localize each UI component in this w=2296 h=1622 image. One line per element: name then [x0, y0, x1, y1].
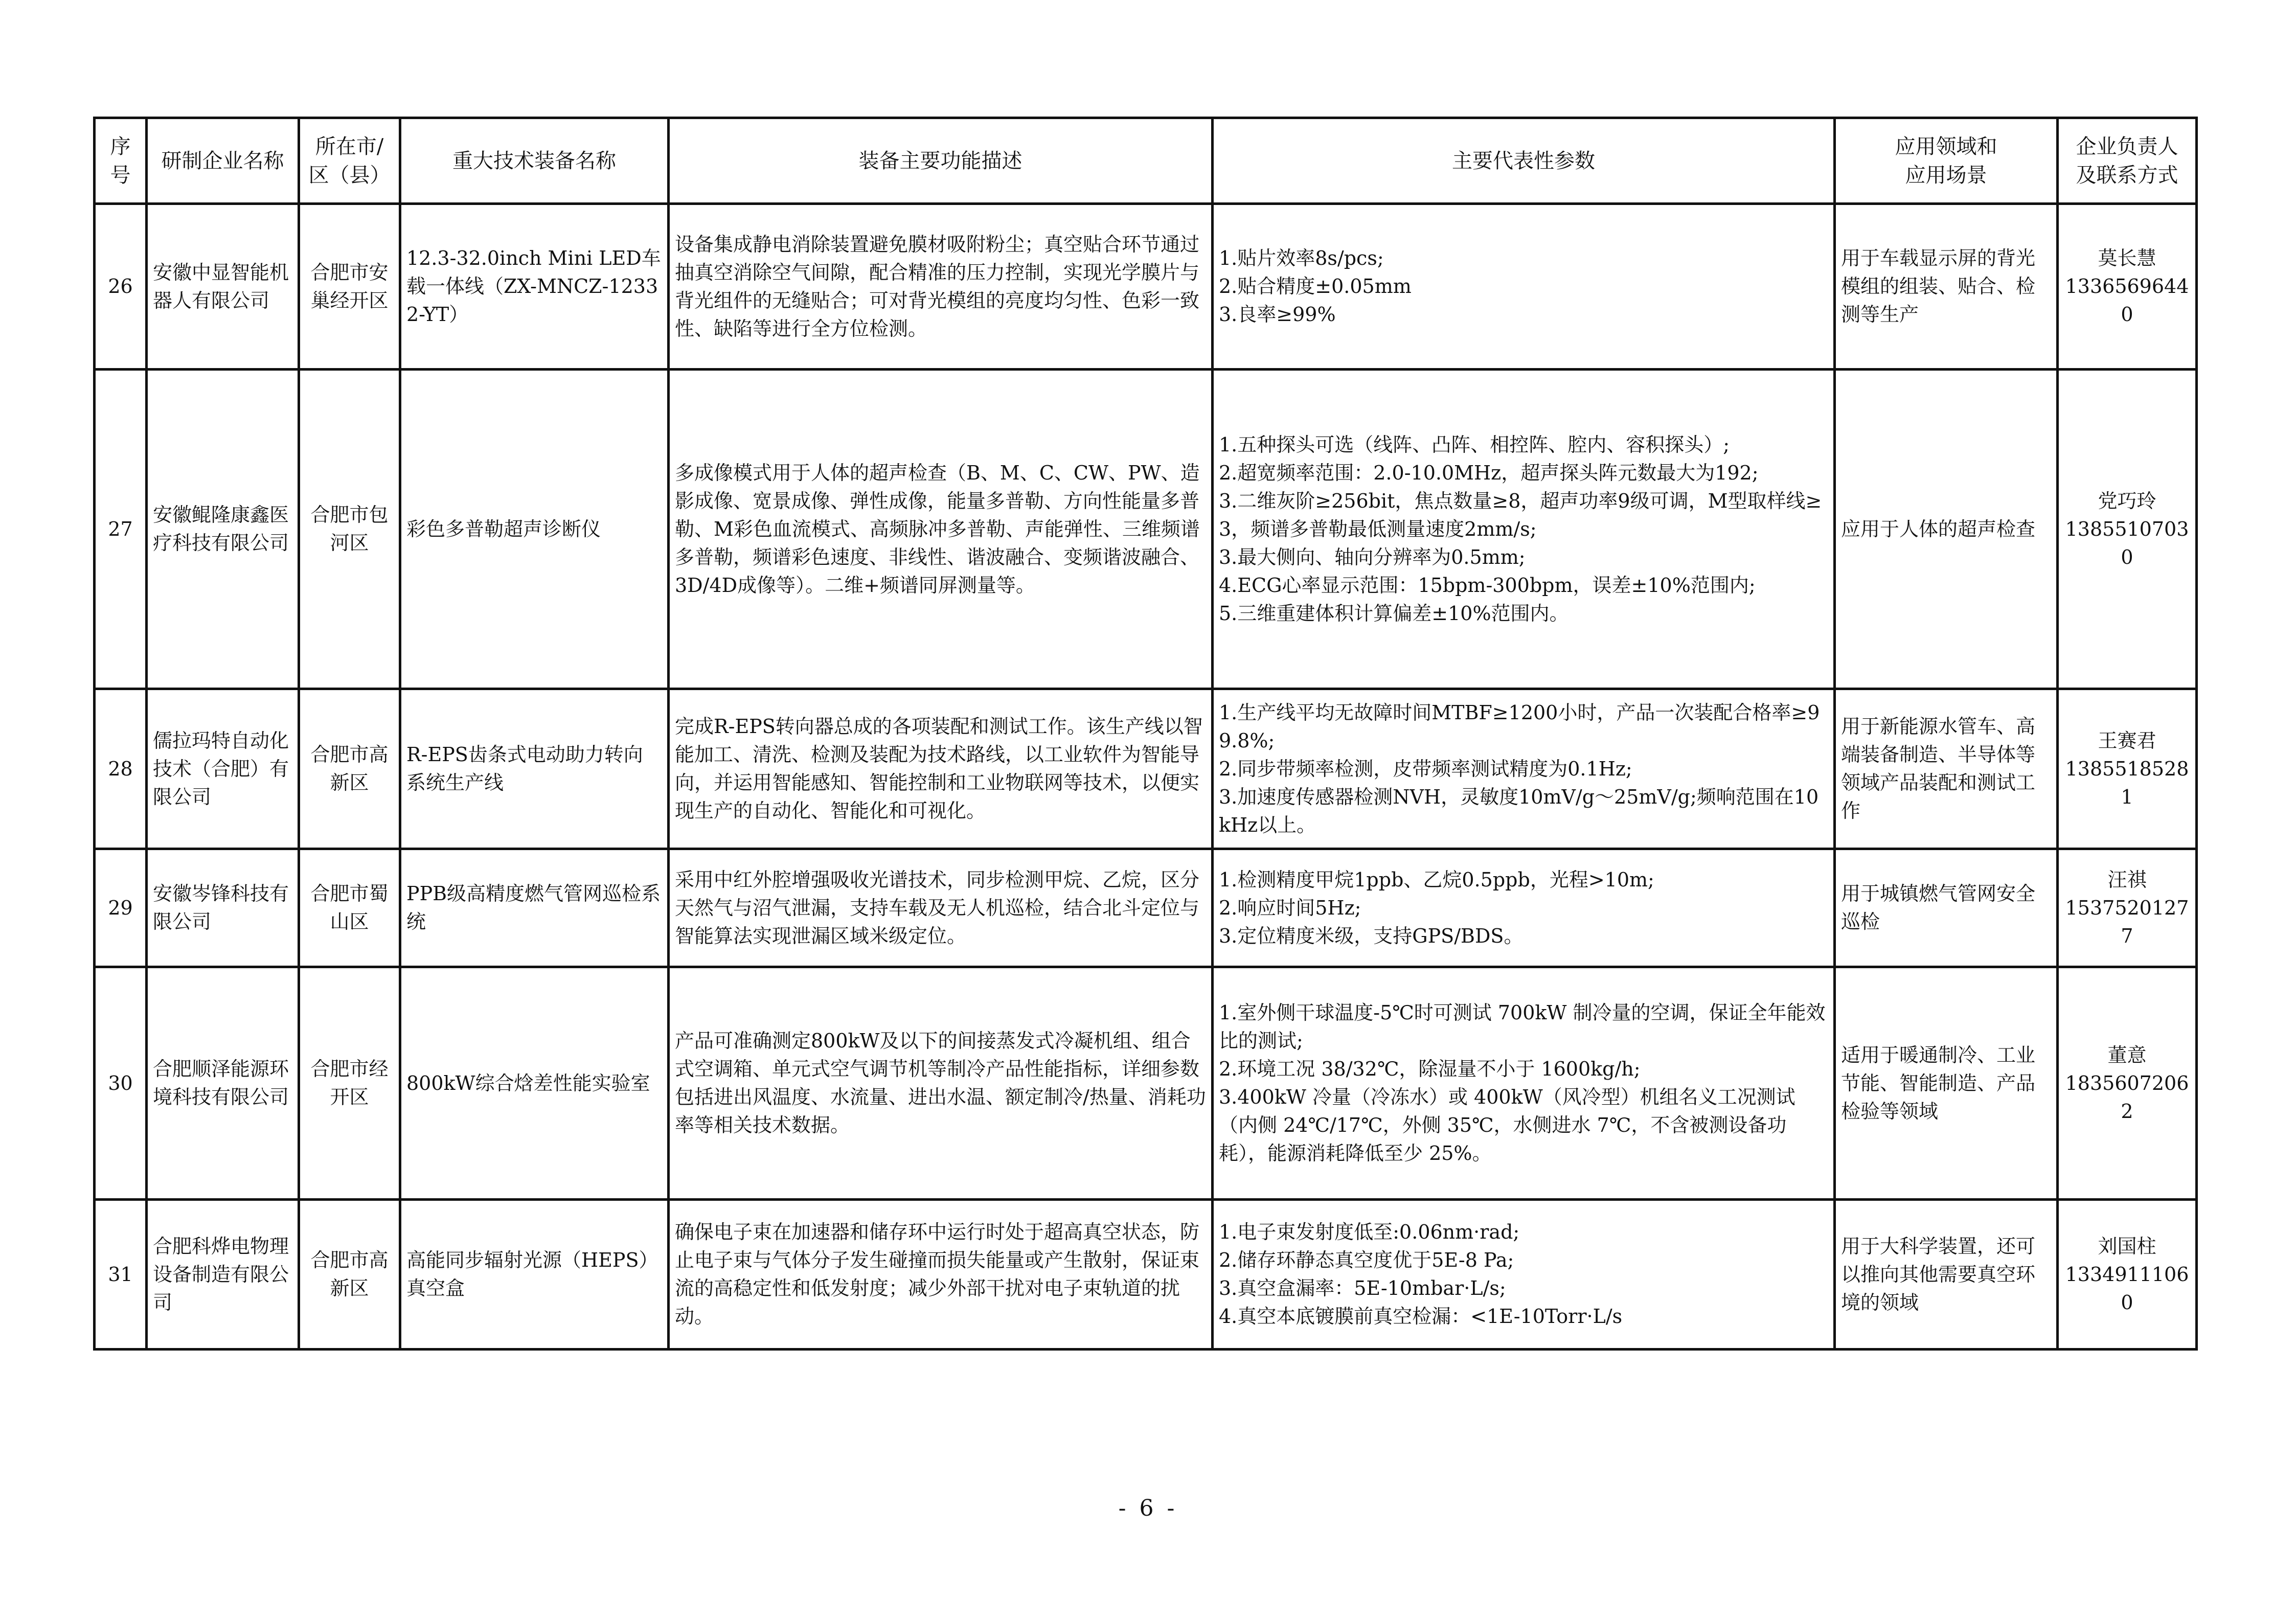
row-contact: 刘国柱 13349111060	[2058, 1200, 2197, 1350]
table-row	[95, 689, 2197, 849]
row-city: 合肥市安巢经开区	[299, 204, 400, 370]
row-equipment: 800kW综合焓差性能实验室	[400, 967, 669, 1200]
row-params: 1.贴片效率8s/pcs; 2.贴合精度±0.05mm 3.良率≥99%	[1213, 204, 1835, 370]
row-equipment: 12.3-32.0inch Mini LED车载一体线（ZX-MNCZ-12332-YT）	[400, 204, 669, 370]
page-number: - 6 -	[1118, 1495, 1178, 1521]
row-seq: 31	[95, 1200, 147, 1350]
row-contact: 董意 18356072062	[2058, 967, 2197, 1200]
header-seq: 序 号	[95, 118, 147, 204]
row-seq: 26	[95, 204, 147, 370]
header-company: 研制企业名称	[147, 118, 299, 204]
row-function: 设备集成静电消除装置避免膜材吸附粉尘；真空贴合环节通过抽真空消除空气间隙，配合精准的压力控制，实现光学膜片与背光组件的无缝贴合；可对背光模组的亮度均匀性、色彩一致性、缺陷等进行全方位检测。	[669, 204, 1213, 370]
row-params: 1.五种探头可选（线阵、凸阵、相控阵、腔内、容积探头）; 2.超宽频率范围：2.0-10.0MHz，超声探头阵元数最大为192; 3.二维灰阶≥256bit，焦点数量≥8，超声功率9级可调，M型取样线≥3，频谱多普勒最低测量速度2mm/s; 3.最大侧向、轴向分辨率为0.5mm; 4.ECG心率显示范围：15bpm-300bpm，误差±10%范围内; 5.三维重建体积计算偏差±10%范围内。	[1213, 370, 1835, 689]
row-application: 用于城镇燃气管网安全巡检	[1835, 849, 2058, 967]
header-city: 所在市/ 区（县）	[299, 118, 400, 204]
row-application: 用于大科学装置，还可以推向其他需要真空环境的领域	[1835, 1200, 2058, 1350]
row-city: 合肥市高新区	[299, 1200, 400, 1350]
row-application: 用于车载显示屏的背光模组的组装、贴合、检测等生产	[1835, 204, 2058, 370]
table-row	[95, 370, 2197, 689]
row-contact: 汪祺 15375201277	[2058, 849, 2197, 967]
row-params: 1.室外侧干球温度-5℃时可测试 700kW 制冷量的空调，保证全年能效比的测试; 2.环境工况 38/32℃，除湿量不小于 1600kg/h; 3.400kW 冷量（冷冻水）或 400kW（风冷型）机组名义工况测试（内侧 24℃/17℃，外侧 35℃，水侧进水 7℃，不含被测设备功耗），能源消耗降低至少 25%。	[1213, 967, 1835, 1200]
row-function: 采用中红外腔增强吸收光谱技术，同步检测甲烷、乙烷，区分天然气与沼气泄漏，支持车载及无人机巡检，结合北斗定位与智能算法实现泄漏区域米级定位。	[669, 849, 1213, 967]
row-contact: 王赛君 13855185281	[2058, 689, 2197, 849]
row-city: 合肥市高新区	[299, 689, 400, 849]
equipment-table	[93, 117, 2198, 1351]
row-equipment: PPB级高精度燃气管网巡检系统	[400, 849, 669, 967]
row-company: 儒拉玛特自动化技术（合肥）有限公司	[147, 689, 299, 849]
header-row	[95, 118, 2197, 204]
row-function: 多成像模式用于人体的超声检查（B、M、C、CW、PW、造影成像、宽景成像、弹性成像，能量多普勒、方向性能量多普勒、M彩色血流模式、高频脉冲多普勒、声能弹性、三维频谱多普勒，频谱彩色速度、非线性、谐波融合、变频谐波融合、3D/4D成像等）。二维+频谱同屏测量等。	[669, 370, 1213, 689]
table-row	[95, 967, 2197, 1200]
row-params: 1.电子束发射度低至:0.06nm·rad; 2.储存环静态真空度优于5E-8 Pa; 3.真空盒漏率：5E-10mbar·L/s; 4.真空本底镀膜前真空检漏：<1E-10Torr·L/s	[1213, 1200, 1835, 1350]
row-equipment: 彩色多普勒超声诊断仪	[400, 370, 669, 689]
row-city: 合肥市包河区	[299, 370, 400, 689]
table-row	[95, 1200, 2197, 1350]
row-city: 合肥市蜀山区	[299, 849, 400, 967]
row-application: 用于新能源水管车、高端装备制造、半导体等领域产品装配和测试工作	[1835, 689, 2058, 849]
table-row	[95, 849, 2197, 967]
row-function: 产品可准确测定800kW及以下的间接蒸发式冷凝机组、组合式空调箱、单元式空气调节机等制冷产品性能指标，详细参数包括进出风温度、水流量、进出水温、额定制冷/热量、消耗功率等相关技术数据。	[669, 967, 1213, 1200]
row-city: 合肥市经开区	[299, 967, 400, 1200]
row-company: 安徽岑锋科技有限公司	[147, 849, 299, 967]
row-equipment: 高能同步辐射光源（HEPS）真空盒	[400, 1200, 669, 1350]
header-contact: 企业负责人 及联系方式	[2058, 118, 2197, 204]
row-seq: 28	[95, 689, 147, 849]
row-seq: 30	[95, 967, 147, 1200]
row-function: 完成R-EPS转向器总成的各项装配和测试工作。该生产线以智能加工、清洗、检测及装配为技术路线，以工业软件为智能导向，并运用智能感知、智能控制和工业物联网等技术，以便实现生产的自动化、智能化和可视化。	[669, 689, 1213, 849]
header-params: 主要代表性参数	[1213, 118, 1835, 204]
row-company: 安徽鲲隆康鑫医疗科技有限公司	[147, 370, 299, 689]
row-company: 合肥顺泽能源环境科技有限公司	[147, 967, 299, 1200]
row-company: 安徽中显智能机器人有限公司	[147, 204, 299, 370]
row-application: 适用于暖通制冷、工业节能、智能制造、产品检验等领域	[1835, 967, 2058, 1200]
header-equipment: 重大技术装备名称	[400, 118, 669, 204]
row-function: 确保电子束在加速器和储存环中运行时处于超高真空状态，防止电子束与气体分子发生碰撞而损失能量或产生散射，保证束流的高稳定性和低发射度；减少外部干扰对电子束轨道的扰动。	[669, 1200, 1213, 1350]
row-seq: 29	[95, 849, 147, 967]
row-contact: 党巧玲 13855107030	[2058, 370, 2197, 689]
row-application: 应用于人体的超声检查	[1835, 370, 2058, 689]
row-company: 合肥科烨电物理设备制造有限公司	[147, 1200, 299, 1350]
header-application: 应用领域和 应用场景	[1835, 118, 2058, 204]
row-contact: 莫长慧 13365696440	[2058, 204, 2197, 370]
row-params: 1.生产线平均无故障时间MTBF≥1200小时，产品一次装配合格率≥99.8%; 2.同步带频率检测，皮带频率测试精度为0.1Hz; 3.加速度传感器检测NVH，灵敏度10mV/g～25mV/g;频响范围在10kHz以上。	[1213, 689, 1835, 849]
row-seq: 27	[95, 370, 147, 689]
row-equipment: R-EPS齿条式电动助力转向系统生产线	[400, 689, 669, 849]
header-function: 装备主要功能描述	[669, 118, 1213, 204]
row-params: 1.检测精度甲烷1ppb、乙烷0.5ppb，光程>10m; 2.响应时间5Hz; 3.定位精度米级，支持GPS/BDS。	[1213, 849, 1835, 967]
table-row	[95, 204, 2197, 370]
